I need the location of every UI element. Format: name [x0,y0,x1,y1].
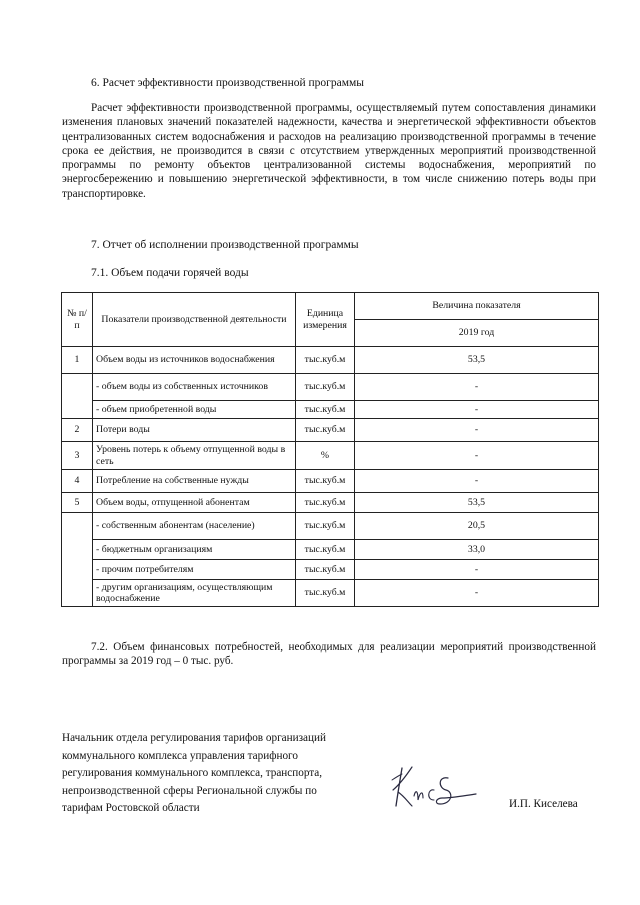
row-unit: тыс.куб.м [296,401,355,419]
table-row [62,540,599,560]
header-unit: Единица измерения [296,293,355,347]
row-value: 20,5 [355,513,599,540]
row-num [62,513,93,607]
row-num: 3 [62,442,93,470]
row-num: 1 [62,347,93,374]
section-6-heading: 6. Расчет эффективности производственной программы [91,77,365,89]
position-line: тарифам Ростовской области [62,802,200,814]
row-indicator: - другим организациям, осуществляющим водоснабжение [93,580,296,607]
row-indicator: Потребление на собственные нужды [93,470,296,493]
row-num: 4 [62,470,93,493]
row-value: - [355,580,599,607]
table-row [62,419,599,442]
row-value: 53,5 [355,493,599,513]
hot-water-supply-table [61,292,599,607]
row-unit: тыс.куб.м [296,347,355,374]
table-row [62,513,599,540]
position-line: Начальник отдела регулирования тарифов организаций [62,732,326,744]
section-7-1-heading: 7.1. Объем подачи горячей воды [91,267,249,279]
row-num [62,374,93,419]
table-row [62,442,599,470]
row-value: - [355,401,599,419]
row-num: 2 [62,419,93,442]
row-indicator: - объем приобретенной воды [93,401,296,419]
row-indicator: - прочим потребителям [93,560,296,580]
table-row [62,470,599,493]
row-value: - [355,560,599,580]
row-unit: % [296,442,355,470]
table-row [62,560,599,580]
row-indicator: - объем воды из собственных источников [93,374,296,401]
signatory-position [62,730,377,818]
row-indicator: - собственным абонентам (население) [93,513,296,540]
row-value: - [355,442,599,470]
position-line: регулирования коммунального комплекса, транспорта, [62,767,323,779]
signer-name: И.П. Киселева [509,798,578,810]
row-indicator: Уровень потерь к объему отпущенной воды в сеть [93,442,296,470]
row-indicator: Потери воды [93,419,296,442]
table-row [62,374,599,401]
row-num: 5 [62,493,93,513]
header-indicator: Показатели производственной деятельности [93,293,296,347]
header-value: Величина показателя [355,293,599,320]
section-7-heading: 7. Отчет об исполнении производственной программы [91,239,359,251]
row-unit: тыс.куб.м [296,560,355,580]
table-row [62,493,599,513]
row-value: - [355,470,599,493]
row-value: 33,0 [355,540,599,560]
position-line: непроизводственной сферы Региональной службы по [62,784,317,797]
row-indicator: - бюджетным организациям [93,540,296,560]
row-indicator: Объем воды из источников водоснабжения [93,347,296,374]
table-row [62,580,599,607]
row-unit: тыс.куб.м [296,470,355,493]
section-6-paragraph: Расчет эффективности производственной программы, осуществляемый путем сопоставления динамики изменения плановых значений показателей надежности, качества и энергетической эффективности объектов централизованных систем водоснабжения и расходов на реализацию производственной программы в течение срока ее действия, не производится в связи с отсутствием утвержденных мероприятий производственной программы по ремонту объектов централизованной системы водоснабжения, мероприятий по энергосбережению и повышению энергетической эффективности, в том числе снижению потерь воды при транспортировке. [62,102,596,200]
handwritten-signature [390,762,485,812]
header-year: 2019 год [355,320,599,347]
row-unit: тыс.куб.м [296,493,355,513]
table-row [62,401,599,419]
row-value: 53,5 [355,347,599,374]
row-indicator: Объем воды, отпущенной абонентам [93,493,296,513]
section-7-2-paragraph: 7.2. Объем финансовых потребностей, необходимых для реализации мероприятий производственной программы за 2019 год – 0 тыс. руб. [62,641,596,668]
row-unit: тыс.куб.м [296,540,355,560]
table-row [62,347,599,374]
row-unit: тыс.куб.м [296,580,355,607]
row-unit: тыс.куб.м [296,374,355,401]
header-num: № п/п [62,293,93,347]
row-value: - [355,419,599,442]
row-unit: тыс.куб.м [296,513,355,540]
row-value: - [355,374,599,401]
row-unit: тыс.куб.м [296,419,355,442]
position-line: коммунального комплекса управления тарифного [62,749,298,762]
